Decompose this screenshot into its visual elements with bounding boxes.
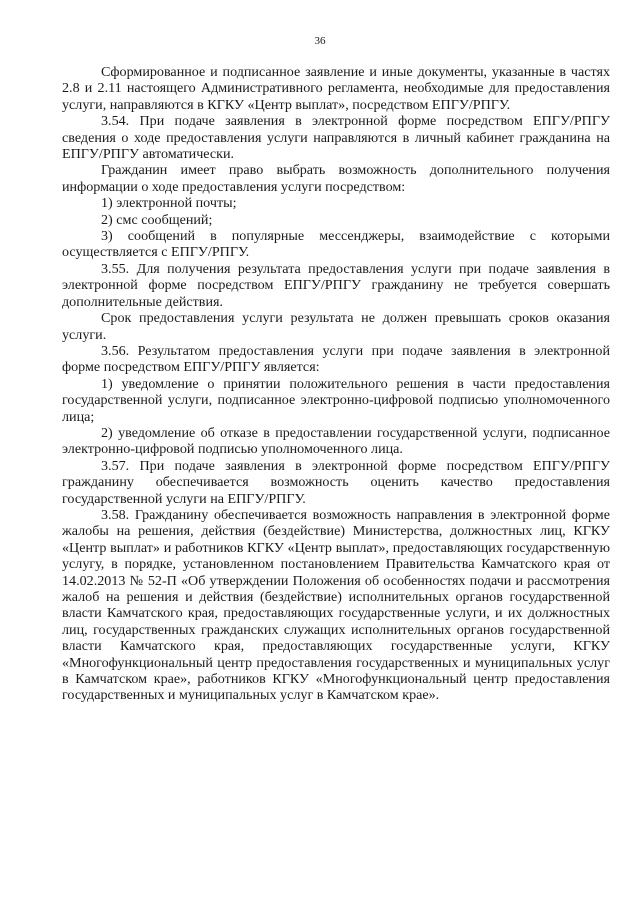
paragraph-3-57: 3.57. При подаче заявления в электронной форме посредством ЕПГУ/РПГУ гражданину обеспечивается возможность оценить качество предоставления государственной услуги на ЕПГУ/РПГУ. bbox=[62, 457, 610, 507]
paragraph-submitted-documents: Сформированное и подписанное заявление и иные документы, указанные в частях 2.8 и 2.11 настоящего Административного регламента, необходимые для предоставления услуги, направляются в КГКУ «Центр выплат», посредством ЕПГУ/РПГУ. bbox=[62, 64, 610, 113]
list-item-messengers: 3) сообщений в популярные мессенджеры, взаимодействие с которыми осуществляется с ЕПГУ/РПГУ. bbox=[62, 228, 610, 261]
paragraph-additional-info: Гражданин имеет право выбрать возможность дополнительного получения информации о ходе предоставления услуги посредством: bbox=[62, 162, 610, 195]
list-item-positive-decision: 1) уведомление о принятии положительного решения в части предоставления государственной услуги, подписанное электронно-цифровой подписью уполномоченного лица; bbox=[62, 375, 610, 425]
paragraph-3-58: 3.58. Гражданину обеспечивается возможность направления в электронной форме жалобы на решения, действия (бездействие) Министерства, должностных лиц, КГКУ «Центр выплат» и работников КГКУ «Центр выплат», предоставляющих государственную услугу, в порядке, установленном постановлением Правительства Камчатского края от 14.02.2013 № 52-П «Об утверждении Положения об особенностях подачи и рассмотрения жалоб на решения и действия (бездействие) исполнительных органов государственной власти Камчатского края, предоставляющих государственные услуги, и их должностных лиц, государственных гражданских служащих исполнительных органов государственной власти Камчатского края, предоставляющих государственные услуги, КГКУ «Многофункциональный центр предоставления государственных и муниципальных услуг в Камчатском крае», работников КГКУ «Многофункциональный центр предоставления государственных и муниципальных услуг в Камчатском крае». bbox=[62, 506, 610, 704]
paragraph-3-56: 3.56. Результатом предоставления услуги при подаче заявления в электронной форме посредством ЕПГУ/РПГУ является: bbox=[62, 342, 610, 376]
paragraph-3-54: 3.54. При подаче заявления в электронной форме посредством ЕПГУ/РПГУ сведения о ходе предоставления услуги направляются в личный кабинет гражданина на ЕПГУ/РПГУ автоматически. bbox=[62, 113, 610, 163]
list-item-sms: 2) смс сообщений; bbox=[101, 211, 213, 228]
paragraph-service-term: Срок предоставления услуги результата не должен превышать сроков оказания услуги. bbox=[62, 310, 610, 343]
paragraph-3-55: 3.55. Для получения результата предоставления услуги при подаче заявления в электронной форме посредством ЕПГУ/РПГУ гражданину не требуется совершать дополнительные действия. bbox=[62, 260, 610, 310]
page-number: 36 bbox=[314, 35, 326, 47]
document-body bbox=[62, 64, 610, 704]
list-item-email: 1) электронной почты; bbox=[101, 195, 237, 212]
list-item-refusal: 2) уведомление об отказе в предоставлении государственной услуги, подписанное электронно-цифровой подписью уполномоченного лица. bbox=[62, 424, 610, 458]
